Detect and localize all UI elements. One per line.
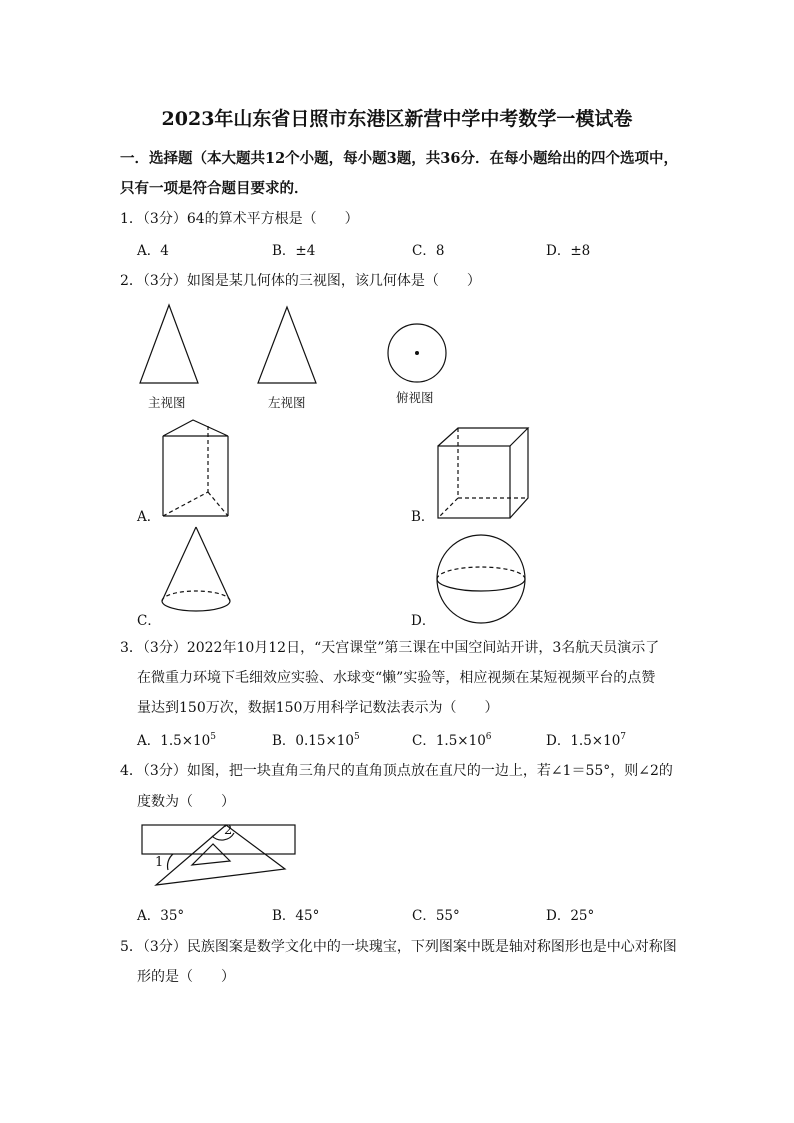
q4-option-d: D．25° xyxy=(546,908,595,924)
section-header-line1: 一．选择题（本大题共12个小题，每小题3题，共36分．在每小题给出的四个选项中， xyxy=(120,150,678,167)
q3-stem-line2: 在微重力环境下毛细效应实验、水球变“懒”实验等，相应视频在某短视频平台的点赞 xyxy=(137,670,656,686)
q1-option-a: A．4 xyxy=(137,243,169,259)
q2-option-d-label: D． xyxy=(411,613,436,629)
top-view-caption: 俯视图 xyxy=(396,390,434,405)
front-view-triangle xyxy=(138,303,200,385)
ruler-triangle-figure xyxy=(140,822,300,888)
cube-figure xyxy=(436,426,530,522)
top-view-circle xyxy=(386,322,450,386)
q5-stem-line1: 5．（3分）民族图案是数学文化中的一块瑰宝，下列图案中既是轴对称图形也是中心对称图 xyxy=(120,939,677,955)
angle-1-label: 1 xyxy=(155,855,164,870)
section-header-line2: 只有一项是符合题目要求的． xyxy=(120,180,309,197)
q4-option-a: A．35° xyxy=(137,908,185,924)
q1-option-d: D．±8 xyxy=(546,243,591,259)
q2-option-b-label: B． xyxy=(411,509,435,525)
side-view-caption: 左视图 xyxy=(268,395,306,410)
q5-stem-line2: 形的是（ ） xyxy=(137,969,235,985)
q2-option-a-label: A． xyxy=(137,509,161,525)
q3-option-c: C．$1.5\times 10^6$ xyxy=(412,732,492,749)
q4-option-b: B．45° xyxy=(272,908,320,924)
q1-option-c: C．8 xyxy=(412,243,445,259)
page-title: 2023年山东省日照市东港区新营中学中考数学一模试卷 xyxy=(161,108,633,130)
q4-stem-line1: 4．（3分）如图，把一块直角三角尺的直角顶点放在直尺的一边上，若∠1＝55°，则∠2的 xyxy=(120,763,673,779)
q3-option-b: B．$0.15\times 10^5$ xyxy=(272,732,360,749)
q2-option-c-label: C． xyxy=(137,613,161,629)
q3-stem-line3: 量达到150万次，数据150万用科学记数法表示为（ ） xyxy=(137,700,499,716)
front-view-caption: 主视图 xyxy=(148,395,186,410)
q4-option-c: C．55° xyxy=(412,908,460,924)
side-view-triangle xyxy=(256,305,318,385)
sphere-figure xyxy=(436,534,528,626)
q3-stem-line1: 3．（3分）2022年10月12日，“天宫课堂”第三课在中国空间站开讲，3名航天员演示了 xyxy=(120,640,660,656)
q1-stem: 1．（3分）64的算术平方根是（ ） xyxy=(120,211,359,227)
angle-2-label: 2 xyxy=(224,823,233,838)
cone-figure xyxy=(158,525,236,617)
q4-stem-line2: 度数为（ ） xyxy=(137,794,235,810)
triangular-prism-figure xyxy=(158,418,234,520)
q2-stem: 2．（3分）如图是某几何体的三视图，该几何体是（ ） xyxy=(120,273,481,289)
q3-option-a: A．$1.5\times 10^5$ xyxy=(137,732,216,749)
q3-option-d: D．$1.5\times 10^7$ xyxy=(546,732,627,749)
q1-option-b: B．±4 xyxy=(272,243,316,259)
